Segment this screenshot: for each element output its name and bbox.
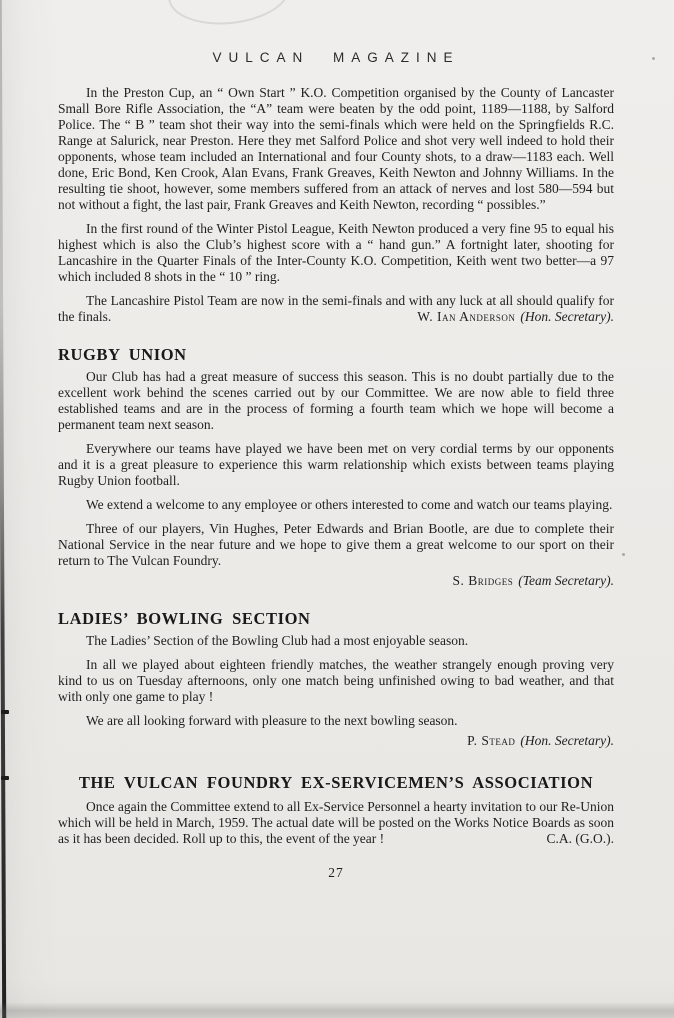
signature-name: W. Ian Anderson [417, 309, 516, 324]
rugby-signature [58, 573, 614, 589]
rifle-paragraph-2: In the first round of the Winter Pistol League, Keith Newton produced a very fine 95 to equal his highest which is also the Club’s highest score with a “ hand gun.” A fortnight later, shooting for Lancashire in the Quarter Finals of the Inter-County K.O. Competition, Keith went two better—a 97 which included 8 shots in the “ 10 ” ring. [58, 221, 614, 284]
rugby-paragraph-4: Three of our players, Vin Hughes, Peter Edwards and Brian Bootle, are due to complete their National Service in the near future and we hope to give them a great welcome to our sport on their return to The Vulcan Foundry. [58, 521, 614, 568]
rifle-paragraph-1: In the Preston Cup, an “ Own Start ” K.O. Competition organised by the County of Lancaster Small Bore Rifle Association, the “A” team were beaten by the odd point, 1189—1188, by Salford Police. The “ B ” team shot their way into the semi-finals which were held on the Springfields R.C. Range at Salurick, near Preston. Here they met Salford Police and shot very well indeed to hold their opponents, whose team included an International and four County shots, to a draw—1183 each. Well done, Eric Bond, Ken Crook, Alan Evans, Frank Greaves, Keith Newton and Johnny Williams. In the resulting tie shoot, however, some members suffered from an attack of nerves and lost 580—594 but not without a fight, the last pair, Frank Greaves and Keith Newton, recording “ possibles.” [58, 85, 614, 212]
spine-tick-mark [1, 710, 9, 714]
signature-role: (Hon. Secretary). [520, 309, 614, 324]
rugby-paragraph-2: Everywhere our teams have played we have been met on very cordial terms by our opponents and it is a great pleasure to experience this warm relationship which exists between teams playing Rugby Union football. [58, 441, 614, 488]
bowling-paragraph-1: The Ladies’ Section of the Bowling Club had a most enjoyable season. [86, 633, 469, 648]
ink-speck [622, 553, 625, 556]
section-rugby-union [58, 345, 614, 589]
rifle-closing-block [58, 293, 614, 325]
bottom-scan-edge [0, 1002, 674, 1018]
bowling-signature [58, 733, 614, 749]
ex-servicemen-paragraph-1: Once again the Committee extend to all Ex-Service Personnel a hearty invitation to our Re-Union which will be held in March, 1959. The actual date will be posted on the Works Notice Boards as soon as it has been decided. Roll up to this, the event of the year ! [58, 799, 614, 846]
rugby-paragraph-1: Our Club has had a great measure of success this season. This is no doubt partially due to the excellent work behind the scenes carried out by our Committee. We are now able to field three established teams and are in the process of forming a fourth team which we hope will become a permanent team next season. [58, 369, 614, 432]
signature-name: P. Stead [467, 733, 516, 748]
rugby-union-heading: RUGBY UNION [58, 345, 187, 364]
signature-role: (Team Secretary). [518, 573, 614, 588]
page-content [58, 50, 614, 881]
bowling-paragraph-2: In all we played about eighteen friendly matches, the weather strangely enough proving very kind to us on Tuesday afternoons, only one match being unfinished owing to bad weather, and that with only one game to play ! [58, 657, 614, 704]
ex-servicemen-heading: THE VULCAN FOUNDRY EX-SERVICEMEN’S ASSOCIATION [78, 773, 594, 792]
section-rifle-club [58, 85, 614, 325]
section-ex-servicemen [58, 773, 614, 847]
bowling-paragraph-3: We are all looking forward with pleasure to the next bowling season. [86, 713, 458, 728]
ladies-bowling-heading: LADIES’ BOWLING SECTION [58, 609, 311, 628]
signature-role: (Hon. Secretary). [520, 733, 614, 748]
rifle-signature [417, 309, 614, 325]
paper-smudge [165, 0, 293, 30]
rugby-paragraph-3: We extend a welcome to any employee or others interested to come and watch our teams playing. [86, 497, 613, 512]
ex-servicemen-closing-block [58, 799, 614, 847]
ex-servicemen-signature: C.A. (G.O.). [546, 831, 614, 846]
ink-speck [652, 57, 655, 60]
section-ladies-bowling [58, 609, 614, 749]
page-number: 27 [328, 865, 344, 880]
magazine-title: VULCAN MAGAZINE [212, 50, 460, 65]
rifle-paragraph-3: The Lancashire Pistol Team are now in the semi-finals and with any luck at all should qualify for the finals. [58, 293, 614, 324]
spine-tick-mark [1, 776, 9, 780]
signature-name: S. Bridges [452, 573, 514, 588]
book-spine-shadow [0, 0, 6, 1018]
